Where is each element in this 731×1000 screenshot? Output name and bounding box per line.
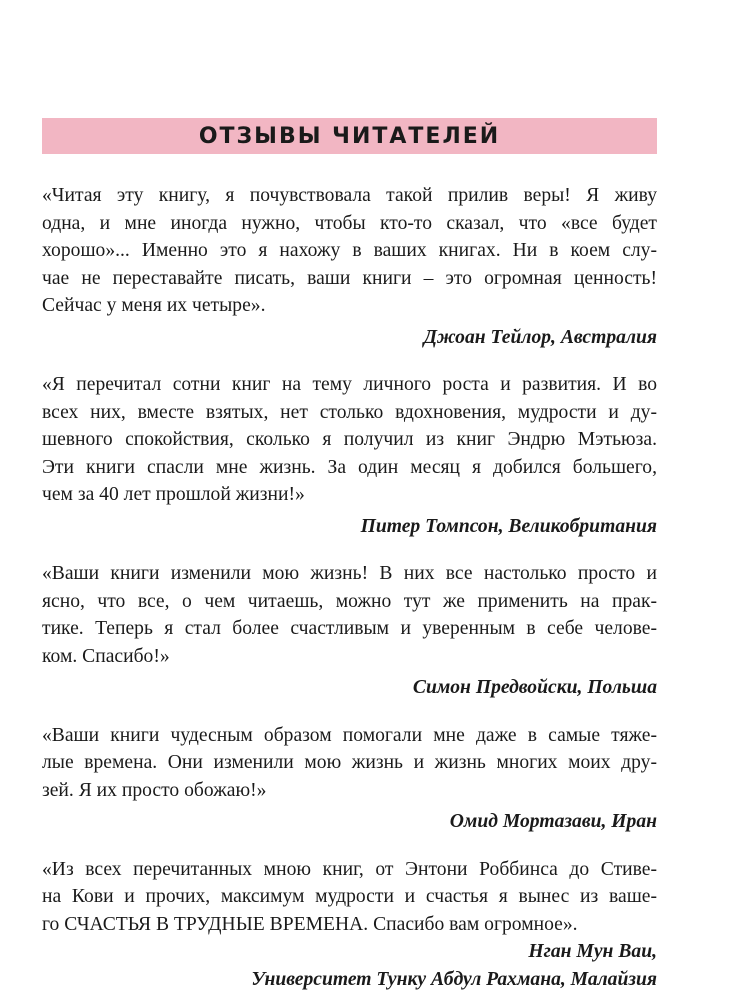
quote-line: шевного спокойствия, сколько я получил из книг Эндрю Мэтьюза. [42, 429, 657, 450]
author-line: Нган Мун Ваи, [528, 941, 657, 962]
review-item [42, 182, 657, 351]
review-author [42, 674, 657, 702]
review-quote [42, 371, 657, 509]
author-line: Питер Томпсон, Великобритания [360, 515, 657, 537]
author-line: Университет Тунку Абдул Рахмана, Малайзия [251, 968, 657, 990]
quote-line: «Читая эту книгу, я почувствовала такой прилив веры! Я живу [42, 185, 657, 206]
quote-line: ясно, что все, о чем читаешь, можно тут же применить на прак- [42, 590, 657, 612]
quote-line: зей. Я их просто обожаю!» [42, 779, 267, 801]
quote-line: чае не переставайте писать, ваши книги – это огромная ценность! [42, 267, 657, 289]
quote-line: «Ваши книги изменили мою жизнь! В них все настолько просто и [42, 563, 657, 584]
quote-line: Сейчас у меня их четыре». [42, 295, 266, 316]
quote-line: Эти книги спасли мне жизнь. За один месяц я добился большего, [42, 456, 657, 478]
review-item [42, 856, 657, 994]
quote-line: одна, и мне иногда нужно, чтобы кто-то сказал, что «все будет [42, 212, 657, 234]
quote-line: хорошо»... Именно это я нахожу в ваших книгах. Ни в коем слу- [42, 240, 657, 261]
section-header-band [42, 118, 657, 154]
quote-line: чем за 40 лет прошлой жизни!» [42, 484, 305, 505]
quote-line: ком. Спасибо!» [42, 645, 170, 667]
review-item [42, 371, 657, 540]
author-line: Омид Мортазави, Иран [449, 811, 657, 832]
quote-line: «Ваши книги чудесным образом помогали мне даже в самые тяже- [42, 724, 657, 746]
review-quote [42, 856, 657, 939]
section-title: ОТЗЫВЫ ЧИТАТЕЛЕЙ [198, 123, 501, 149]
review-item [42, 560, 657, 702]
quote-line: «Из всех перечитанных мною книг, от Энтони Роббинса до Стиве- [42, 858, 657, 880]
author-line: Симон Предвойски, Польша [412, 677, 657, 698]
quote-line: на Кови и прочих, максимум мудрости и счастья я вынес из ваше- [42, 886, 657, 907]
review-author [42, 938, 657, 993]
quote-line: «Я перечитал сотни книг на тему личного роста и развития. И во [42, 374, 657, 395]
quote-line: тике. Теперь я стал более счастливым и уверенным в себе челове- [42, 618, 657, 639]
author-line: Джоан Тейлор, Австралия [423, 326, 657, 348]
quote-line: го СЧАСТЬЯ В ТРУДНЫЕ ВРЕМЕНА. Спасибо вам огромное». [42, 913, 578, 935]
review-author [42, 808, 657, 836]
reviews-list [42, 182, 657, 993]
quote-line: лые времена. Они изменили мою жизнь и жизнь многих моих дру- [42, 752, 657, 773]
review-quote [42, 182, 657, 320]
review-author [42, 513, 657, 541]
review-quote [42, 560, 657, 670]
quote-line: всех них, вместе взятых, нет столько вдохновения, мудрости и ду- [42, 401, 657, 423]
review-item [42, 722, 657, 836]
review-quote [42, 722, 657, 805]
review-author [42, 324, 657, 352]
